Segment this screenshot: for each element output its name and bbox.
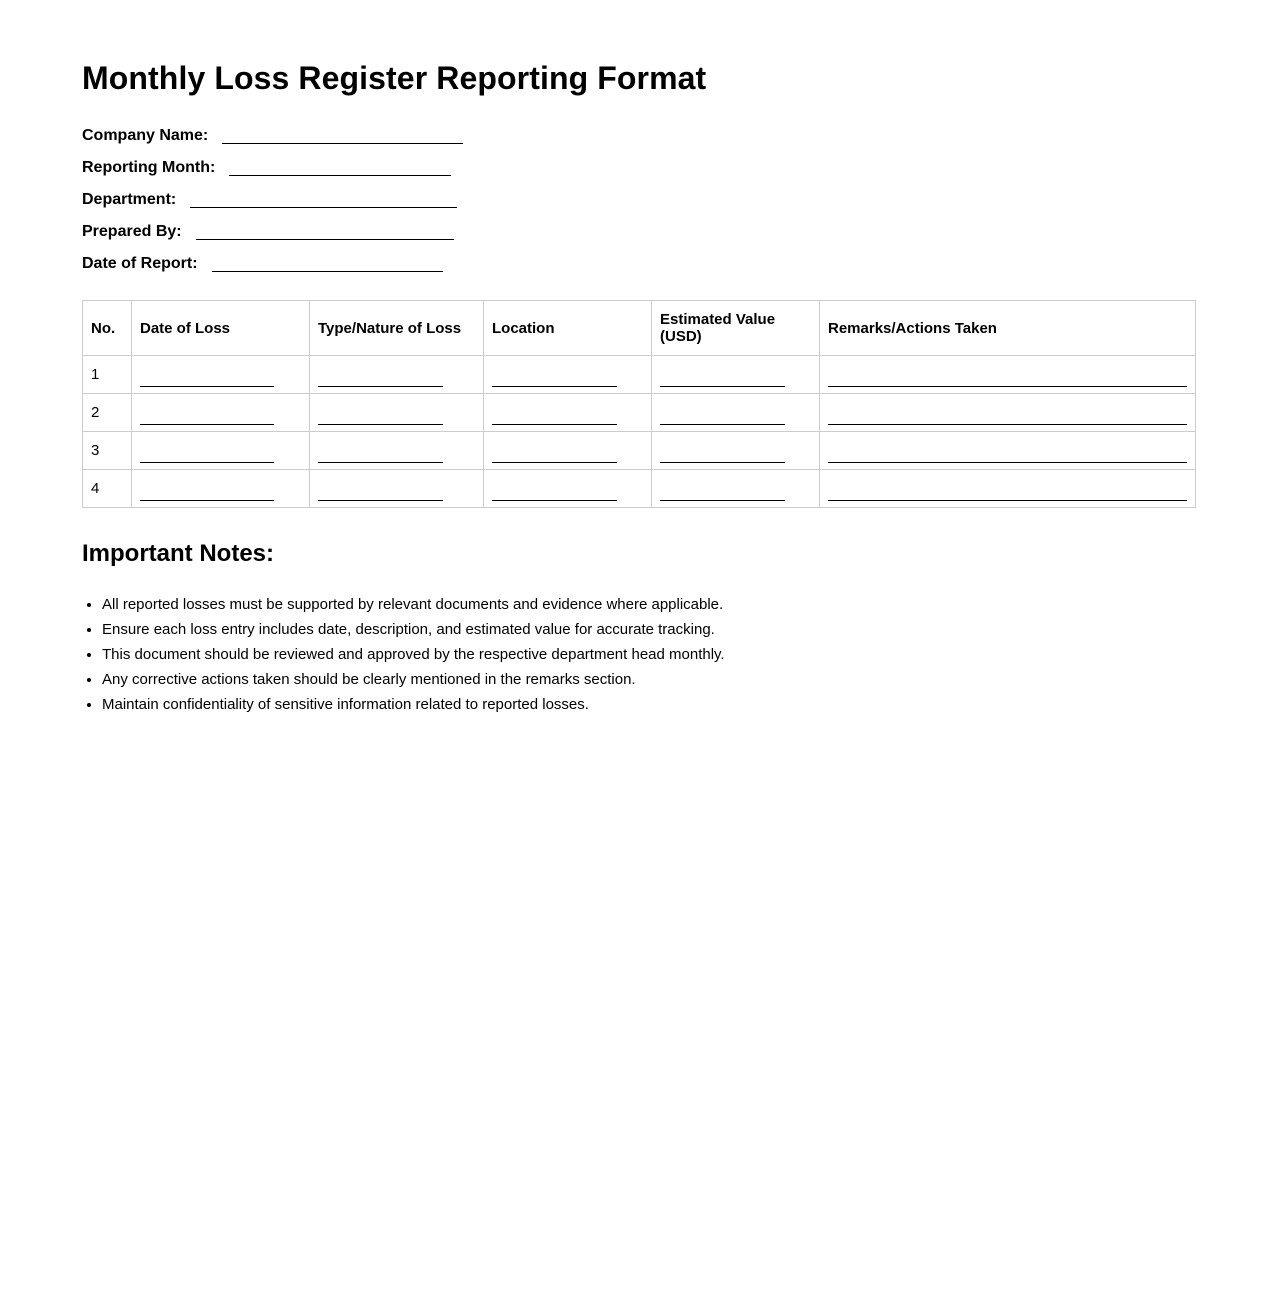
location-blank[interactable]	[492, 448, 617, 463]
value-blank[interactable]	[660, 486, 785, 501]
date-of-report-blank[interactable]	[212, 257, 443, 272]
reporting-month-blank[interactable]	[229, 161, 451, 176]
remarks-blank[interactable]	[828, 372, 1187, 387]
location-blank[interactable]	[492, 410, 617, 425]
loss-register-table	[82, 300, 1196, 508]
remarks-blank[interactable]	[828, 410, 1187, 425]
header-estimated-value: Estimated Value (USD)	[652, 301, 820, 356]
date-blank[interactable]	[140, 486, 274, 501]
header-location: Location	[484, 301, 652, 356]
header-fields	[82, 114, 1196, 274]
field-label: Company Name:	[82, 127, 209, 144]
list-item: • All reported losses must be supported by relevant documents and evidence where applicable.	[102, 592, 1196, 617]
remarks-cell	[820, 394, 1196, 432]
value-cell	[652, 470, 820, 508]
row-number: 2	[83, 394, 132, 432]
type-blank[interactable]	[318, 372, 443, 387]
field-label: Reporting Month:	[82, 159, 216, 176]
header-no: No.	[83, 301, 132, 356]
type-blank[interactable]	[318, 486, 443, 501]
notes-list	[82, 592, 1196, 717]
list-item: • This document should be reviewed and approved by the respective department head monthly.	[102, 642, 1196, 667]
field-reporting-month	[82, 146, 1196, 178]
remarks-blank[interactable]	[828, 448, 1187, 463]
type-blank[interactable]	[318, 410, 443, 425]
field-prepared-by	[82, 210, 1196, 242]
field-label: Date of Report:	[82, 255, 198, 272]
location-cell	[484, 432, 652, 470]
row-number: 4	[83, 470, 132, 508]
department-blank[interactable]	[190, 193, 457, 208]
list-item: • Ensure each loss entry includes date, description, and estimated value for accurate tracking.	[102, 617, 1196, 642]
company-name-blank[interactable]	[222, 129, 463, 144]
location-cell	[484, 356, 652, 394]
date-cell	[132, 356, 310, 394]
remarks-cell	[820, 470, 1196, 508]
date-cell	[132, 394, 310, 432]
value-blank[interactable]	[660, 448, 785, 463]
field-date-of-report	[82, 242, 1196, 274]
value-blank[interactable]	[660, 410, 785, 425]
row-number: 1	[83, 356, 132, 394]
value-cell	[652, 394, 820, 432]
date-blank[interactable]	[140, 372, 274, 387]
table-row	[83, 356, 1196, 394]
header-remarks: Remarks/Actions Taken	[820, 301, 1196, 356]
date-cell	[132, 432, 310, 470]
value-blank[interactable]	[660, 372, 785, 387]
date-blank[interactable]	[140, 410, 274, 425]
type-cell	[310, 394, 484, 432]
value-cell	[652, 356, 820, 394]
table-row	[83, 432, 1196, 470]
table-row	[83, 470, 1196, 508]
field-company-name	[82, 114, 1196, 146]
remarks-cell	[820, 356, 1196, 394]
field-label: Prepared By:	[82, 223, 182, 240]
type-cell	[310, 356, 484, 394]
type-blank[interactable]	[318, 448, 443, 463]
row-number: 3	[83, 432, 132, 470]
type-cell	[310, 470, 484, 508]
date-cell	[132, 470, 310, 508]
table-row	[83, 394, 1196, 432]
field-department	[82, 178, 1196, 210]
remarks-cell	[820, 432, 1196, 470]
header-type-nature: Type/Nature of Loss	[310, 301, 484, 356]
location-blank[interactable]	[492, 372, 617, 387]
value-cell	[652, 432, 820, 470]
date-blank[interactable]	[140, 448, 274, 463]
notes-heading: Important Notes:	[82, 540, 274, 567]
prepared-by-blank[interactable]	[196, 225, 454, 240]
location-cell	[484, 470, 652, 508]
header-date-of-loss: Date of Loss	[132, 301, 310, 356]
location-cell	[484, 394, 652, 432]
list-item: • Maintain confidentiality of sensitive information related to reported losses.	[102, 692, 1196, 717]
field-label: Department:	[82, 191, 177, 208]
list-item: • Any corrective actions taken should be clearly mentioned in the remarks section.	[102, 667, 1196, 692]
remarks-blank[interactable]	[828, 486, 1187, 501]
type-cell	[310, 432, 484, 470]
document-title: Monthly Loss Register Reporting Format	[82, 60, 707, 96]
location-blank[interactable]	[492, 486, 617, 501]
table-header-row	[83, 301, 1196, 356]
